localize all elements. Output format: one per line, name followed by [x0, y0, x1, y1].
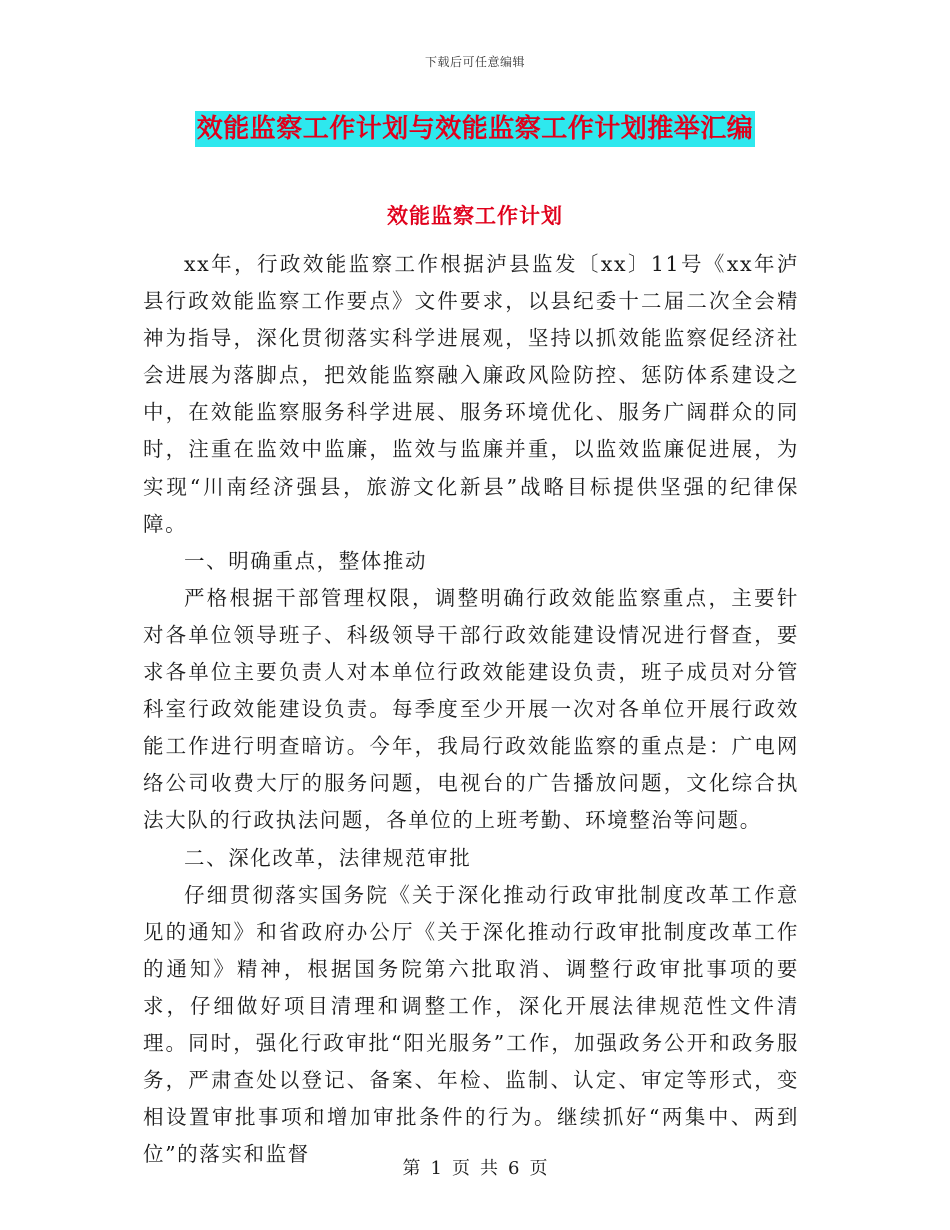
footer-page-label: 页	[452, 1158, 470, 1179]
main-title-container	[0, 111, 950, 147]
page-footer	[0, 1154, 950, 1180]
section-title: 效能监察工作计划	[387, 204, 563, 228]
heading-two: 二、深化改革，法律规范审批	[184, 845, 472, 870]
footer-prefix: 第	[402, 1158, 421, 1179]
heading-one: 一、明确重点，整体推动	[184, 548, 428, 573]
footer-page-total: 6	[508, 1158, 520, 1179]
paragraph-two: 仔细贯彻落实国务院《关于深化推动行政审批制度改革工作意见的通知》和省政府办公厅《关于深化推动行政审批制度改革工作的通知》精神，根据国务院第六批取消、调整行政审批事项的要求，仔细做好项目清理和调整工作，深化开展法律规范性文件清理。同时，强化行政审批“阳光服务”工作，加强政务公开和政务服务，严肃查处以登记、备案、年检、监制、认定、审定等形式，变相设置审批事项和增加审批条件的行为。继续抓好“两集中、两到位”的落实和监督	[143, 882, 799, 1167]
main-title: 效能监察工作计划与效能监察工作计划推举汇编	[195, 111, 756, 147]
paragraph-one: 严格根据干部管理权限，调整明确行政效能监察重点，主要针对各单位领导班子、科级领导干部行政效能建设情况进行督查，要求各单位主要负责人对本单位行政效能建设负责，班子成员对分管科室行政效能建设负责。每季度至少开展一次对各单位开展行政效能工作进行明查暗访。今年，我局行政效能监察的重点是：广电网络公司收费大厅的服务问题，电视台的广告播放问题，文化综合执法大队的行政执法问题，各单位的上班考勤、环境整治等问题。	[143, 585, 799, 833]
header-note: 下载后可任意编辑	[424, 55, 525, 69]
paragraph-intro: xx年，行政效能监察工作根据泸县监发〔xx〕11号《xx年泸县行政效能监察工作要点》文件要求，以县纪委十二届二次全会精神为指导，深化贯彻落实科学进展观，坚持以抓效能监察促经济社会进展为落脚点，把效能监察融入廉政风险防控、惩防体系建设之中，在效能监察服务科学进展、服务环境优化、服务广阔群众的同时，注重在监效中监廉，监效与监廉并重，以监效监廉促进展，为实现“川南经济强县，旅游文化新县”战略目标提供坚强的纪律保障。	[143, 252, 799, 536]
document-body	[143, 246, 799, 1173]
footer-suffix: 页	[529, 1158, 548, 1179]
footer-page-current: 1	[430, 1158, 442, 1179]
footer-total-prefix: 共	[480, 1158, 498, 1179]
